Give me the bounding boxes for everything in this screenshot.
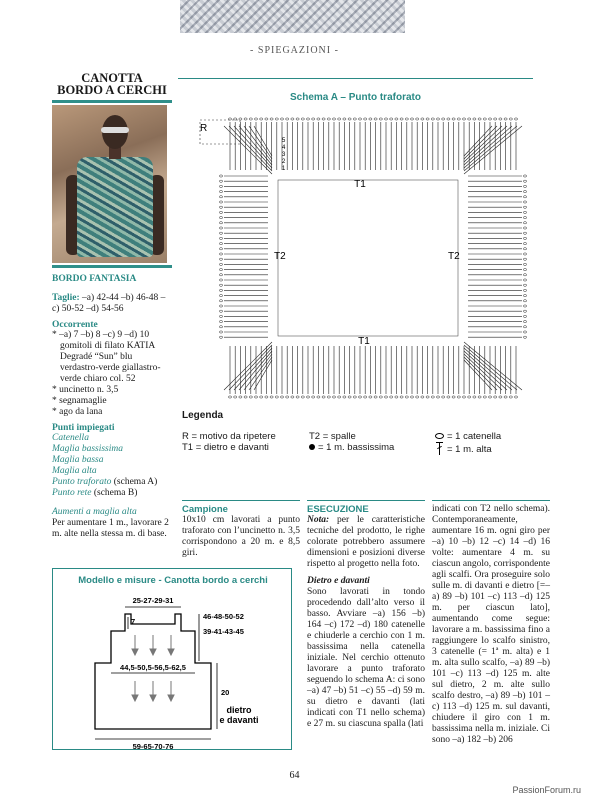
chain-mark — [523, 185, 526, 187]
chain-mark — [447, 396, 450, 398]
left-column — [52, 72, 172, 540]
chain-mark — [219, 253, 222, 255]
chain-mark — [431, 396, 434, 398]
chain-mark — [219, 232, 222, 234]
schema-title: Schema A – Punto traforato — [290, 92, 421, 103]
chain-mark — [523, 196, 526, 198]
chain-mark — [338, 396, 341, 398]
chain-mark — [523, 321, 526, 323]
chain-mark — [322, 396, 325, 398]
chain-mark — [447, 118, 450, 120]
chain-mark — [410, 396, 413, 398]
chain-mark — [523, 295, 526, 297]
chain-mark — [219, 196, 222, 198]
chain-mark — [296, 118, 299, 120]
chain-mark — [523, 227, 526, 229]
chain-mark — [499, 118, 502, 120]
esecuzione-note: Nota: per le caratteristiche tecniche del prodotto, le righe colorate potrebbero assumere dimensioni e posizioni diverse rispetto al progetto nella foto. — [307, 515, 425, 569]
model-photo — [52, 105, 167, 263]
label-top-width: 25-27-29-31 — [132, 596, 174, 605]
chain-mark — [219, 279, 222, 281]
chain-mark — [338, 118, 341, 120]
stitch-mark — [464, 360, 492, 390]
chain-mark — [478, 118, 481, 120]
list-item: Punto traforato (schema A) — [52, 477, 158, 487]
chain-mark — [327, 118, 330, 120]
chain-mark — [416, 118, 419, 120]
chain-mark — [312, 118, 315, 120]
chain-mark — [431, 118, 434, 120]
chain-mark — [410, 118, 413, 120]
chain-mark — [219, 300, 222, 302]
chain-mark — [488, 396, 491, 398]
chain-mark — [523, 211, 526, 213]
chain-mark — [219, 237, 222, 239]
label-t1-bottom: T1 — [358, 336, 370, 347]
continuation-text: indicati con T2 nello schema). Contemporaneamente, aumentare 16 m. ogni giro per –a) 10 –b) 12 –c) 14 –d) 16 volte: aumentare 4 m. su ciascun angolo, corrispondente agli scalfi. Ora proseguire solo sulle m. di davanti e dietro [=–a) 89 –b) 101 –c) 113 –d) 125 m. per ciascun lato], aumentando come segue: lavorare a m. bassissima fino a raggiungere lo scalfo sinistro, 3 catenelle (= 1ª m. alta) e 1 m. alta sullo scalfo, –a) 89 –b) 101 –c) 113 –d) 125 m. alte sul dietro, 2 m. alte sullo scalfo destro, –a) 89 –b) 101 –c) 113 –d) 125 m. sul davanti, chiudere il giro con 1 m. bassissima nella m. iniziale. Ci sono –a) 182 –b) 206 — [432, 504, 550, 745]
chain-mark — [488, 118, 491, 120]
title-rule — [52, 100, 172, 103]
chain-mark — [219, 305, 222, 307]
legend-slip: = 1 m. bassissima — [309, 442, 394, 453]
chain-mark — [405, 118, 408, 120]
chain-mark — [219, 211, 222, 213]
chain-mark — [353, 118, 356, 120]
list-item: * –a) 7 –b) 8 –c) 9 –d) 10 gomitoli di filato KATIA Degradé “Sun” blu verdastro-verde giallastro-verde chiaro col. 52 — [52, 330, 161, 384]
label-t2-left: T2 — [274, 251, 286, 262]
chain-mark — [291, 396, 294, 398]
list-item: * ago da lana — [52, 407, 103, 417]
chain-mark — [322, 118, 325, 120]
label-garment: dietro e davanti — [219, 705, 259, 725]
chain-mark — [523, 253, 526, 255]
chain-mark — [379, 396, 382, 398]
product-title: CANOTTA BORDO A CERCHI — [57, 71, 167, 97]
chain-mark — [473, 396, 476, 398]
chain-mark — [523, 258, 526, 260]
chain-mark — [219, 175, 222, 177]
chain-mark — [270, 396, 273, 398]
chain-mark — [353, 396, 356, 398]
chain-mark — [219, 310, 222, 312]
chain-mark — [468, 118, 471, 120]
chain-mark — [228, 396, 231, 398]
chain-mark — [219, 326, 222, 328]
legend — [182, 410, 532, 471]
chain-mark — [260, 396, 263, 398]
pattern-heading: BORDO FANTASIA — [52, 274, 137, 284]
garment-schematic — [53, 569, 293, 751]
chain-mark — [219, 315, 222, 317]
section-title: - SPIEGAZIONI - — [250, 45, 339, 56]
chain-mark — [523, 279, 526, 281]
chain-mark — [219, 258, 222, 260]
chain-mark — [494, 118, 497, 120]
list-item: Maglia bassa — [52, 455, 104, 465]
label-r: R — [200, 123, 208, 134]
round-number: 2 — [282, 159, 286, 165]
chain-mark — [499, 396, 502, 398]
chain-mark — [523, 191, 526, 193]
chain-mark — [306, 396, 309, 398]
chain-mark — [219, 217, 222, 219]
chain-mark — [514, 118, 517, 120]
chain-mark — [483, 396, 486, 398]
increase-heading: Aumenti a maglia alta — [52, 507, 137, 517]
chain-mark — [348, 396, 351, 398]
chain-mark — [219, 180, 222, 182]
chain-mark — [523, 310, 526, 312]
chain-mark — [523, 300, 526, 302]
chain-mark — [452, 118, 455, 120]
chain-mark — [523, 269, 526, 271]
chain-mark — [523, 289, 526, 291]
list-item: Maglia bassissima — [52, 444, 123, 454]
chain-mark — [219, 274, 222, 276]
chain-mark — [504, 118, 507, 120]
stitch-mark — [464, 126, 512, 168]
chain-mark — [523, 237, 526, 239]
chain-mark — [275, 118, 278, 120]
legend-dc: = 1 m. alta — [435, 442, 492, 455]
esecuzione-subheading: Dietro e davanti — [307, 576, 370, 586]
crochet-chart — [178, 78, 533, 408]
chain-mark — [280, 118, 283, 120]
chain-mark — [343, 118, 346, 120]
esecuzione-text: Sono lavorati in tondo procedendo dall’alto verso il basso. Avviare –a) 156 –b) 164 –c) 172 –d) 180 catenelle e chiuderle a cerchio con 1 m. bassissima nella catenella iniziale. Nel cerchio ottenuto lavorare a punto traforato seguendo lo schema A: ci sono –a) 47 –b) 51 –c) 55 –d) 59 m. su dietro e davanti (lati indicati con T1 nello schema) e 27 m. su ciascuna spalla (lati — [307, 587, 425, 729]
chain-mark — [523, 180, 526, 182]
chain-mark — [332, 118, 335, 120]
chain-mark — [239, 118, 242, 120]
chain-mark — [462, 118, 465, 120]
chain-mark — [317, 396, 320, 398]
stitch-mark — [224, 126, 272, 174]
chain-mark — [442, 396, 445, 398]
chain-mark — [523, 263, 526, 265]
schema-a — [178, 78, 533, 408]
chain-mark — [452, 396, 455, 398]
label-mid-width: 44,5-50,5-56,5-62,5 — [120, 663, 186, 672]
chain-mark — [219, 243, 222, 245]
chain-mark — [244, 396, 247, 398]
chain-mark — [369, 118, 372, 120]
watermark: PassionForum.ru — [512, 785, 581, 795]
chain-mark — [523, 274, 526, 276]
chain-mark — [390, 118, 393, 120]
chain-mark — [219, 321, 222, 323]
legend-t1: T1 = dietro e davanti — [182, 442, 269, 453]
chain-mark — [478, 396, 481, 398]
filled-dot-icon — [309, 444, 315, 450]
chain-mark — [219, 222, 222, 224]
stitch-mark — [464, 348, 512, 390]
chain-mark — [421, 118, 424, 120]
chain-mark — [301, 118, 304, 120]
chain-mark — [348, 118, 351, 120]
label-t1-top: T1 — [354, 179, 366, 190]
chain-mark — [405, 396, 408, 398]
chain-mark — [219, 206, 222, 208]
campione-heading: Campione — [182, 504, 228, 515]
chain-mark — [523, 315, 526, 317]
chain-mark — [523, 222, 526, 224]
chain-mark — [286, 396, 289, 398]
column-campione — [182, 500, 300, 559]
chain-mark — [364, 118, 367, 120]
chain-mark — [523, 326, 526, 328]
chain-mark — [219, 295, 222, 297]
stitches-list — [52, 433, 172, 499]
model-title: Modello e misure - Canotta bordo a cerchi — [78, 575, 268, 586]
chain-mark — [239, 396, 242, 398]
chain-mark — [442, 118, 445, 120]
chain-mark — [523, 331, 526, 333]
list-item: Maglia alta — [52, 466, 97, 476]
chain-mark — [219, 331, 222, 333]
chain-mark — [291, 118, 294, 120]
chain-mark — [270, 118, 273, 120]
chain-mark — [462, 396, 465, 398]
label-body-height: 20 — [221, 688, 230, 697]
chain-mark — [312, 396, 315, 398]
column-esecuzione — [307, 500, 425, 730]
chain-mark — [286, 118, 289, 120]
chain-mark — [265, 118, 268, 120]
chain-mark — [416, 396, 419, 398]
campione-text: 10x10 cm lavorati a punto traforato con l’uncinetto n. 3,5 corrispondono a 20 m. e 8,5 giri. — [182, 515, 300, 558]
legend-title: Legenda — [182, 410, 224, 421]
chain-mark — [296, 396, 299, 398]
materials-heading: Occorrente — [52, 320, 98, 330]
chain-mark — [254, 118, 257, 120]
sizes: Taglie: –a) 42-44 –b) 46-48 –c) 50-52 –d) 54-56 — [52, 293, 166, 314]
chain-mark — [421, 396, 424, 398]
stitch-mark — [464, 354, 502, 390]
list-item: * segnamaglie — [52, 396, 107, 406]
column-continuation — [432, 500, 550, 746]
chain-mark — [523, 336, 526, 338]
chain-mark — [509, 118, 512, 120]
chain-mark — [514, 396, 517, 398]
chain-mark — [317, 118, 320, 120]
chain-mark — [509, 396, 512, 398]
chain-mark — [457, 118, 460, 120]
chain-mark — [523, 206, 526, 208]
stitch-mark — [239, 126, 272, 165]
chain-mark — [306, 118, 309, 120]
chain-mark — [384, 396, 387, 398]
chain-mark — [219, 191, 222, 193]
increase-text: Per aumentare 1 m., lavorare 2 m. alte nella stessa m. di base. — [52, 518, 169, 539]
round-number: 1 — [282, 166, 286, 172]
chain-mark — [483, 118, 486, 120]
esecuzione-heading: ESECUZIONE — [307, 504, 369, 515]
stitch-mark — [464, 126, 492, 156]
list-item: Catenella — [52, 433, 89, 443]
page-number: 64 — [289, 770, 300, 781]
chain-mark — [275, 396, 278, 398]
chain-mark — [219, 336, 222, 338]
chain-mark — [473, 118, 476, 120]
chain-mark — [436, 118, 439, 120]
chain-mark — [332, 396, 335, 398]
chain-mark — [234, 396, 237, 398]
chain-mark — [219, 269, 222, 271]
chain-mark — [358, 396, 361, 398]
chain-mark — [457, 396, 460, 398]
chain-mark — [384, 118, 387, 120]
legend-chain: = 1 catenella — [435, 431, 501, 442]
chain-mark — [523, 232, 526, 234]
chain-mark — [358, 118, 361, 120]
chain-mark — [244, 118, 247, 120]
chain-mark — [436, 396, 439, 398]
chain-mark — [400, 118, 403, 120]
inner-opening — [278, 180, 458, 336]
list-item: Punto rete (schema B) — [52, 488, 138, 498]
chain-mark — [426, 118, 429, 120]
stitch-mark — [239, 351, 272, 390]
chain-mark — [374, 396, 377, 398]
stitch-mark — [464, 126, 502, 162]
chain-mark — [265, 396, 268, 398]
chain-mark — [254, 396, 257, 398]
chain-mark — [343, 396, 346, 398]
label-shoulder: 7 — [131, 617, 136, 626]
chain-mark — [301, 396, 304, 398]
chain-mark — [523, 248, 526, 250]
list-item: * uncinetto n. 3,5 — [52, 385, 119, 395]
round-number: 5 — [282, 138, 286, 144]
chain-mark — [400, 396, 403, 398]
chain-mark — [219, 201, 222, 203]
chain-mark — [219, 185, 222, 187]
chain-mark — [379, 118, 382, 120]
chain-mark — [395, 118, 398, 120]
legend-r: R = motivo da ripetere — [182, 431, 276, 442]
chain-mark — [364, 396, 367, 398]
chain-mark — [280, 396, 283, 398]
label-armhole: 39-41-43-45 — [203, 627, 244, 636]
label-bottom-width: 59-65-70-76 — [132, 742, 174, 751]
label-t2-right: T2 — [448, 251, 460, 262]
open-oval-icon — [435, 433, 444, 439]
chain-mark — [523, 284, 526, 286]
chain-mark — [523, 175, 526, 177]
chain-mark — [523, 201, 526, 203]
round-number: 4 — [282, 145, 286, 151]
materials-list — [52, 330, 172, 418]
header-banner-image — [180, 0, 405, 33]
double-crochet-icon — [435, 442, 444, 455]
chain-mark — [219, 248, 222, 250]
stitch-mark — [224, 342, 272, 390]
chain-mark — [219, 284, 222, 286]
chain-mark — [374, 118, 377, 120]
chain-mark — [249, 118, 252, 120]
chain-mark — [219, 227, 222, 229]
chain-mark — [369, 396, 372, 398]
chain-mark — [468, 396, 471, 398]
chain-mark — [395, 396, 398, 398]
chain-mark — [523, 217, 526, 219]
label-neck-depth: 46-48-50-52 — [203, 612, 244, 621]
chain-mark — [327, 396, 330, 398]
chain-mark — [523, 305, 526, 307]
legend-t2: T2 = spalle — [309, 431, 356, 442]
chain-mark — [219, 289, 222, 291]
chain-mark — [523, 243, 526, 245]
chain-mark — [494, 396, 497, 398]
round-number: 3 — [282, 152, 286, 158]
chain-mark — [219, 263, 222, 265]
model-diagram — [52, 568, 292, 750]
chain-mark — [390, 396, 393, 398]
chain-mark — [249, 396, 252, 398]
photo-rule — [52, 265, 172, 268]
stitches-heading: Punti impiegati — [52, 423, 115, 433]
chain-mark — [504, 396, 507, 398]
chain-mark — [426, 396, 429, 398]
chain-mark — [260, 118, 263, 120]
